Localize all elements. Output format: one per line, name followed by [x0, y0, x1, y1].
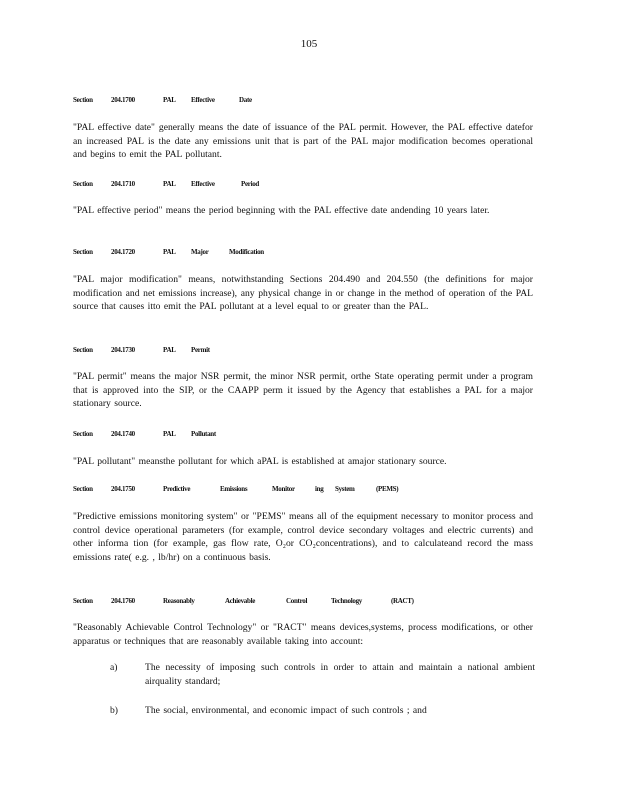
section-number: 204.1710 — [111, 180, 135, 188]
section-label: Section — [73, 180, 93, 188]
section-number: 204.1740 — [111, 430, 135, 438]
section-number: 204.1760 — [111, 597, 135, 605]
section-title-word: Reasonably — [163, 597, 195, 605]
section-title-word: (RACT) — [391, 597, 414, 605]
section-title-word: Control — [286, 597, 308, 605]
section-body: "Reasonably Achievable Control Technology" or "RACT" means devices,systems, process modifications, or other apparatus or techniques that are reasonably available taking into account: — [73, 622, 533, 647]
section-label: Section — [73, 346, 93, 354]
section-number: 204.1700 — [111, 96, 135, 104]
section-title-word: Predictive — [163, 485, 191, 493]
section-title-word: Date — [239, 96, 252, 104]
page-number: 105 — [300, 38, 318, 50]
section-title-word: Monitor — [272, 485, 295, 493]
section-number: 204.1730 — [111, 346, 135, 354]
section-label: Section — [73, 485, 93, 493]
list-item-label: a) — [110, 662, 118, 673]
section-body: "PAL effective period" means the period beginning with the PAL effective date andending 10 years later. — [73, 205, 490, 216]
section-title-word: Modification — [229, 248, 264, 256]
list-item-text: The social, environmental, and economic impact of such controls ; and — [145, 705, 427, 716]
section-title-word: Permit — [191, 346, 210, 354]
section-number: 204.1720 — [111, 248, 135, 256]
section-title-word: Technology — [331, 597, 362, 605]
section-title-word: PAL — [163, 346, 176, 354]
section-title-word: (PEMS) — [376, 485, 399, 493]
section-title-word: Emissions — [220, 485, 248, 493]
section-title-word: System — [335, 485, 355, 493]
section-body: "PAL effective date" generally means the date of issuance of the PAL permit. However, the PAL effective datefor an increased PAL is the date any emissions unit that is part of the PAL major modification becomes operational and begins to emit the PAL pollutant. — [73, 122, 533, 161]
section-title-word: Pollutant — [191, 430, 216, 438]
section-label: Section — [73, 597, 93, 605]
section-body: "PAL pollutant" meansthe pollutant for which aPAL is established at amajor stationary source. — [73, 456, 447, 467]
section-label: Section — [73, 248, 93, 256]
section-body: "PAL major modification" means, notwithstanding Sections 204.490 and 204.550 (the definitions for major modification and net emissions increase), any physical change in or change in the method of operation of the PAL source that causes itto emit the PAL pollutant at a level equal to or greater than the PAL. — [73, 274, 533, 313]
section-body: "PAL permit" means the major NSR permit, the minor NSR permit, orthe State operating permit under a program that is approved into the SIP, or the CAAPP perm it issued by the Agency that establishes a PAL for a major stationary source. — [73, 371, 533, 410]
section-body: "Predictive emissions monitoring system" or "PEMS" means all of the equipment necessary to monitor process and control device operational parameters (for example, control device secondary voltages and electric currents) and other informa tion (for example, gas flow rate, O₂or CO₂concentrations), and to calculateand record the mass emissions rate( e.g. , lb/hr) on a continuous basis. — [73, 511, 533, 564]
section-title-word: Major — [191, 248, 209, 256]
section-title-word: PAL — [163, 96, 176, 104]
section-title-word: Effective — [191, 96, 215, 104]
section-label: Section — [73, 96, 93, 104]
section-title-word: Achievable — [225, 597, 256, 605]
section-label: Section — [73, 430, 93, 438]
section-title-word: Period — [241, 180, 260, 188]
list-item-text: The necessity of imposing such controls in order to attain and maintain a national ambient airquality standard; — [145, 662, 535, 687]
section-number: 204.1750 — [111, 485, 135, 493]
section-title-word: ing — [315, 485, 324, 493]
list-item-label: b) — [110, 705, 118, 716]
section-title-word: PAL — [163, 430, 176, 438]
section-title-word: Effective — [191, 180, 215, 188]
section-title-word: PAL — [163, 180, 176, 188]
section-title-word: PAL — [163, 248, 176, 256]
